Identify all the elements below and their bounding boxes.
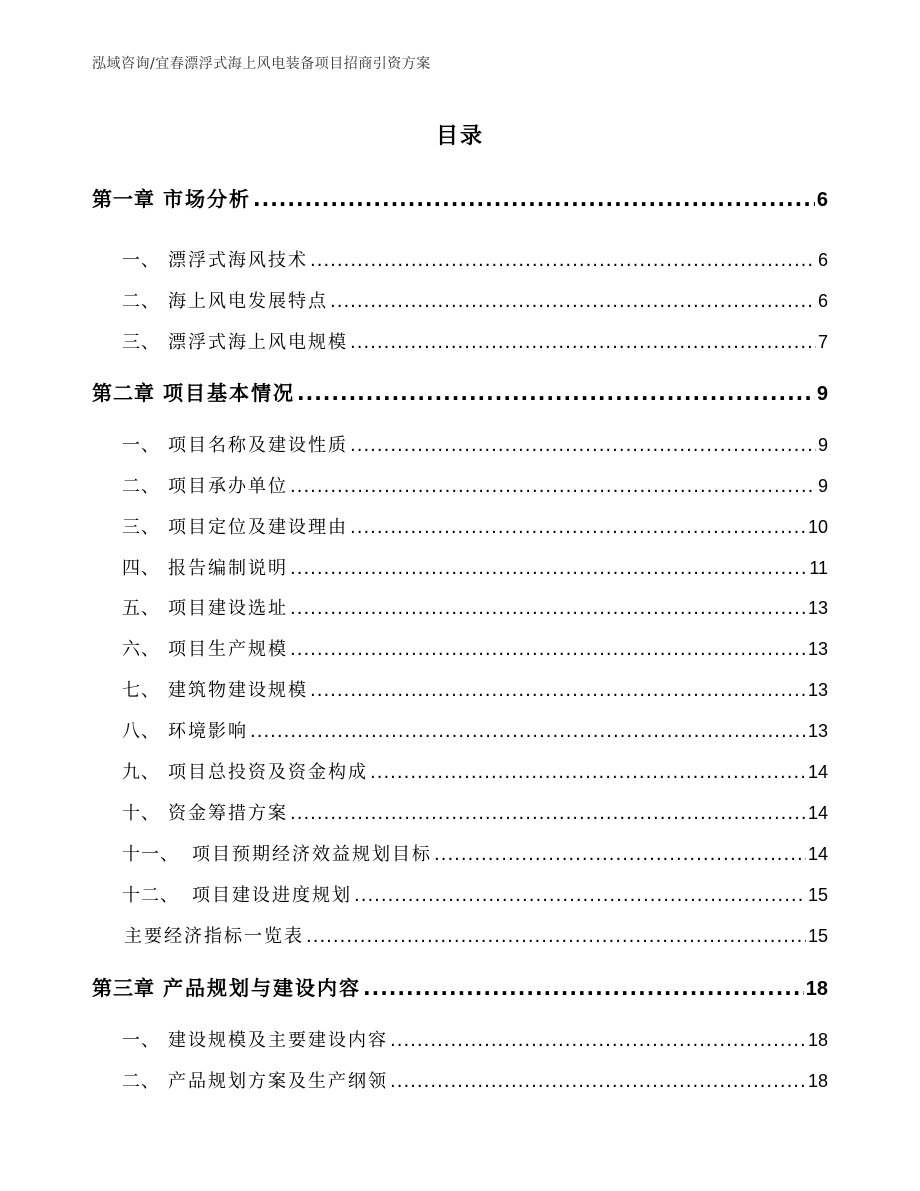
toc-section-label: 项目总投资及资金构成: [168, 762, 368, 783]
toc-chapter-2[interactable]: [92, 377, 828, 406]
toc-page-number: 13: [807, 598, 828, 618]
toc-page-number: 18: [805, 978, 828, 1000]
toc-leader: [390, 1071, 806, 1092]
toc-section-label: 海上风电发展特点: [168, 291, 328, 312]
toc-page-number: 6: [817, 250, 828, 270]
toc-section-number: 十二、: [122, 885, 179, 906]
toc-page-number: 13: [807, 721, 828, 741]
toc-leader: [290, 639, 806, 660]
toc-section-label: 项目生产规模: [168, 639, 288, 660]
toc-page-number: 6: [817, 291, 828, 311]
toc-section-number: 三、: [122, 332, 160, 353]
toc-section[interactable]: [92, 1067, 828, 1093]
toc-section[interactable]: [92, 758, 828, 784]
toc-section[interactable]: [92, 717, 828, 743]
toc-chapter-label: 市场分析: [163, 187, 251, 211]
toc-section-number: 二、: [122, 291, 160, 312]
toc-leader: [390, 1030, 806, 1051]
toc-leader: [290, 803, 806, 824]
header-divider: [92, 76, 828, 77]
toc-page-number: 18: [807, 1071, 828, 1091]
toc-page-number: 14: [807, 844, 828, 864]
toc-leader: [363, 976, 804, 1000]
toc-page-number: 7: [817, 332, 828, 352]
toc-section-label: 项目名称及建设性质: [168, 435, 348, 456]
toc-section[interactable]: [92, 1026, 828, 1052]
toc-chapter-label: 产品规划与建设内容: [163, 976, 361, 1000]
toc-page-number: 13: [807, 680, 828, 700]
toc-section-label: 产品规划方案及生产纲领: [168, 1071, 388, 1092]
toc-page-number: 14: [807, 803, 828, 823]
toc-leader: [290, 476, 816, 497]
toc-leader: [350, 332, 816, 353]
toc-section[interactable]: [92, 472, 828, 498]
toc-section[interactable]: [92, 922, 828, 948]
toc-section-number: 一、: [122, 1030, 160, 1051]
toc-page-number: 9: [817, 435, 828, 455]
toc-section[interactable]: [92, 287, 828, 313]
toc-section-label: 项目预期经济效益规划目标: [192, 844, 432, 865]
toc-chapter-number: 第一章: [92, 187, 155, 211]
toc-chapter-number: 第二章: [92, 381, 155, 405]
toc-section-label: 项目定位及建设理由: [168, 517, 348, 538]
toc-section-label: 漂浮式海风技术: [168, 250, 308, 271]
toc-page-number: 14: [807, 762, 828, 782]
toc-section-label: 项目承办单位: [168, 476, 288, 497]
toc-leader: [250, 721, 806, 742]
toc-chapter-3[interactable]: [92, 972, 828, 1001]
toc-section[interactable]: [92, 635, 828, 661]
toc-section[interactable]: [92, 799, 828, 825]
toc-section[interactable]: [92, 513, 828, 539]
toc-leader: [297, 381, 815, 405]
toc-leader: [290, 558, 807, 579]
toc-chapter-1[interactable]: [92, 183, 828, 212]
toc-section-number: 九、: [122, 762, 160, 783]
toc-leader: [290, 598, 806, 619]
toc-section-label: 项目建设进度规划: [192, 885, 352, 906]
toc-section[interactable]: [92, 246, 828, 272]
toc-leader: [310, 680, 806, 701]
toc-leader: [310, 250, 816, 271]
toc-section-number: 一、: [122, 250, 160, 271]
toc-leader: [330, 291, 816, 312]
toc-section-label: 建筑物建设规模: [168, 680, 308, 701]
toc-leader: [306, 926, 806, 947]
toc-section[interactable]: [92, 840, 828, 866]
toc-section-label: 报告编制说明: [168, 558, 288, 579]
toc-chapter-label: 项目基本情况: [163, 381, 295, 405]
toc-page-number: 6: [816, 189, 828, 211]
toc-section-label: 项目建设选址: [168, 598, 288, 619]
toc-section[interactable]: [92, 594, 828, 620]
toc-page-number: 11: [809, 558, 828, 578]
toc-section[interactable]: [92, 328, 828, 354]
toc-page-number: 18: [807, 1030, 828, 1050]
toc-section-number: 十、: [122, 803, 160, 824]
toc-section-number: 一、: [122, 435, 160, 456]
toc-section-number: 五、: [122, 598, 160, 619]
toc-leader: [350, 435, 816, 456]
toc-leader: [370, 762, 806, 783]
toc-section-number: 四、: [122, 558, 160, 579]
toc-leader: [354, 885, 806, 906]
toc-page-number: 10: [807, 517, 828, 537]
toc-section-number: 二、: [122, 1071, 160, 1092]
toc-title: 目录: [435, 124, 484, 149]
toc-leader: [434, 844, 806, 865]
toc-section[interactable]: [92, 881, 828, 907]
toc-page-number: 15: [807, 926, 828, 946]
running-header: 泓域咨询/宜春漂浮式海上风电装备项目招商引资方案: [92, 56, 431, 72]
toc-section-label: 资金筹措方案: [168, 803, 288, 824]
toc-section-label: 漂浮式海上风电规模: [168, 332, 348, 353]
toc-section[interactable]: [92, 676, 828, 702]
toc-page-number: 9: [816, 383, 828, 405]
toc-page-number: 13: [807, 639, 828, 659]
toc-section-number: 八、: [122, 721, 160, 742]
toc-section-number: 十一、: [122, 844, 179, 865]
toc-leader: [350, 517, 806, 538]
toc-leader: [253, 187, 815, 211]
toc-chapter-number: 第三章: [92, 976, 155, 1000]
toc-page-number: 9: [817, 476, 828, 496]
toc-section-label: 建设规模及主要建设内容: [168, 1030, 388, 1051]
toc-section-number: 六、: [122, 639, 160, 660]
toc-section[interactable]: [92, 431, 828, 457]
toc-section-number: 二、: [122, 476, 160, 497]
toc-section[interactable]: [92, 554, 828, 580]
toc-page-number: 15: [807, 885, 828, 905]
toc-section-number: 七、: [122, 680, 160, 701]
toc-section-label: 环境影响: [168, 721, 248, 742]
toc-section-label: 主要经济指标一览表: [124, 926, 304, 947]
toc-section-number: 三、: [122, 517, 160, 538]
